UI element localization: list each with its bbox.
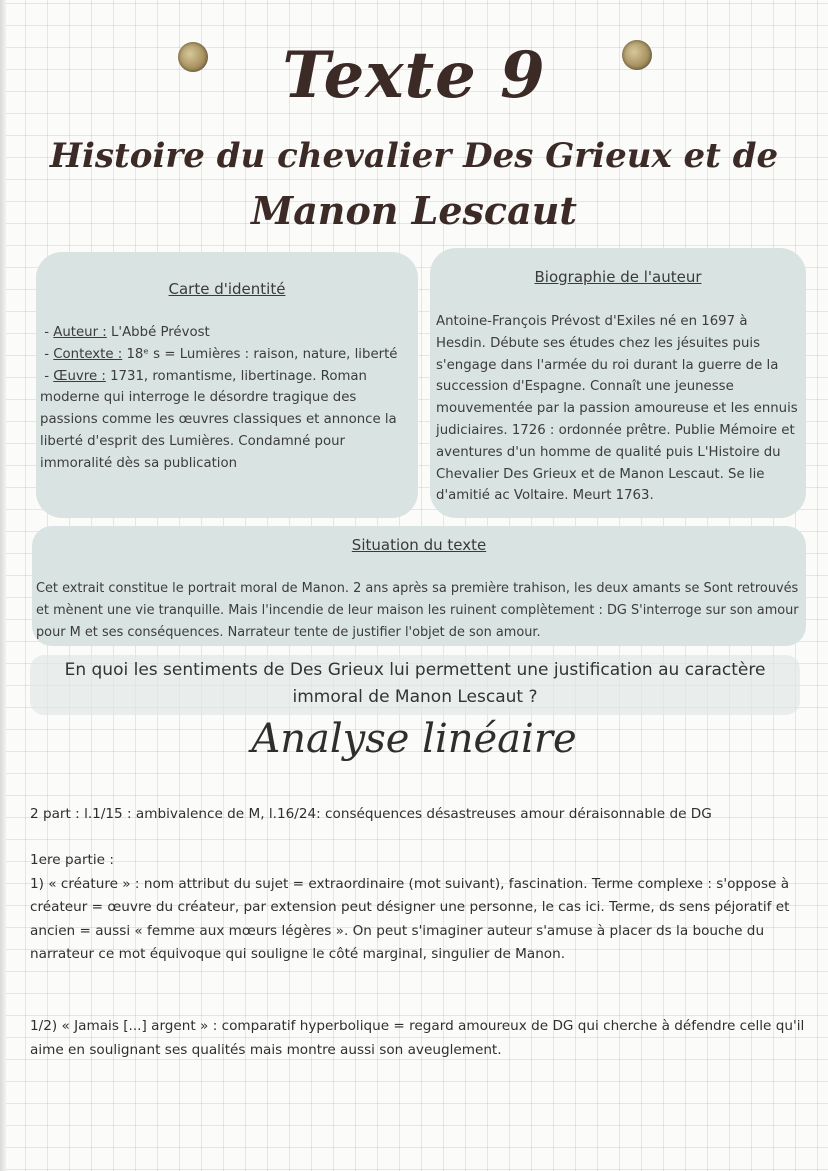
context-value: 18ᵉ s = Lumières : raison, nature, liberté bbox=[122, 346, 398, 362]
identity-card-heading: Carte d'identité bbox=[168, 280, 286, 298]
context-line: - Contexte : 18ᵉ s = Lumières : raison, nature, liberté bbox=[40, 346, 398, 362]
analysis-item-2: 1/2) « Jamais [...] argent » : comparatif hyperbolique = regard amoureux de DG qui cherche à défendre celle qu'il aime en soulignant ses qualités mais montre aussi son aveuglement. bbox=[30, 1018, 805, 1058]
biography-heading: Biographie de l'auteur bbox=[534, 268, 702, 286]
work-title-line2: Manon Lescaut bbox=[251, 188, 577, 233]
problem-line-2: immoral de Manon Lescaut ? bbox=[292, 687, 538, 707]
work-line: - Œuvre : 1731, romantisme, libertinage. Roman moderne qui interroge le désordre tragique des passions comme les œuvres classiques et annonce la liberté d'esprit des Lumières. Condamné pour immoralité dès sa publication bbox=[40, 368, 397, 471]
problem-statement bbox=[30, 655, 800, 715]
biography-text bbox=[436, 311, 800, 507]
context-label: Contexte : bbox=[53, 346, 123, 362]
analysis-item-1: 1) « créature » : nom attribut du sujet = extraordinaire (mot suivant), fascination. Terme complexe : s'oppose à créateur = œuvre du créateur, par extension peut désigner une personne, le cas ici. Terme, ds sens péjoratif et ancien = aussi « femme aux mœurs légères ». On peut s'imaginer auteur s'amuse à placer ds la bouche du narrateur ce mot équivoque qui souligne le côté marginal, singulier de Manon. bbox=[30, 875, 790, 962]
identity-card bbox=[36, 252, 418, 518]
author-value: L'Abbé Prévost bbox=[106, 325, 210, 340]
analysis-plan-text: 2 part : l.1/15 : ambivalence de M, l.16/24: conséquences désastreuses amour déraisonnable de DG bbox=[30, 806, 712, 822]
analysis-plan bbox=[30, 803, 810, 827]
work-title-line1: Histoire du chevalier Des Grieux et de bbox=[49, 136, 779, 176]
analysis-part1 bbox=[30, 849, 810, 967]
identity-card-text bbox=[40, 322, 416, 475]
situation-heading: Situation du texte bbox=[351, 536, 487, 554]
page-title: Texte 9 bbox=[282, 38, 546, 113]
analysis-part1-item2 bbox=[30, 1015, 810, 1062]
part1-heading: 1ere partie : bbox=[30, 852, 114, 868]
problem-line-1: En quoi les sentiments de Des Grieux lui permettent une justification au caractère bbox=[64, 660, 766, 680]
author-label: Auteur : bbox=[53, 325, 107, 340]
situation-paragraph: Cet extrait constitue le portrait moral de Manon. 2 ans après sa première trahison, les deux amants se Sont retrouvés et mènent une vie tranquille. Mais l'incendie de leur maison les ruinent complètement : DG S'interroge sur son amour pour M et ses conséquences. Narrateur tente de justifier l'objet de son amour. bbox=[36, 581, 799, 640]
author-line: - Auteur : L'Abbé Prévost bbox=[40, 325, 210, 340]
biography-card bbox=[430, 248, 806, 518]
work-label: Œuvre : bbox=[53, 368, 106, 384]
analysis-title: Analyse linéaire bbox=[251, 716, 577, 762]
biography-paragraph: Antoine-François Prévost d'Exiles né en 1697 à Hesdin. Débute ses études chez les jésuites puis s'engage dans l'armée du roi durant la guerre de la succession d'Espagne. Connaît une jeunesse mouvementée par la passion amoureuse et les ennuis judiciaires. 1726 : ordonnée prêtre. Publie Mémoire et aventures d'un homme de qualité puis L'Histoire du Chevalier Des Grieux et de Manon Lescaut. Se lie d'amitié ac Voltaire. Meurt 1763. bbox=[436, 314, 798, 504]
situation-card bbox=[32, 526, 806, 646]
situation-text bbox=[36, 578, 804, 643]
work-value: 1731, romantisme, libertinage. Roman moderne qui interroge le désordre tragique des passions comme les œuvres classiques et annonce la liberté d'esprit des Lumières. Condamné pour immoralité dès sa publication bbox=[40, 368, 397, 471]
